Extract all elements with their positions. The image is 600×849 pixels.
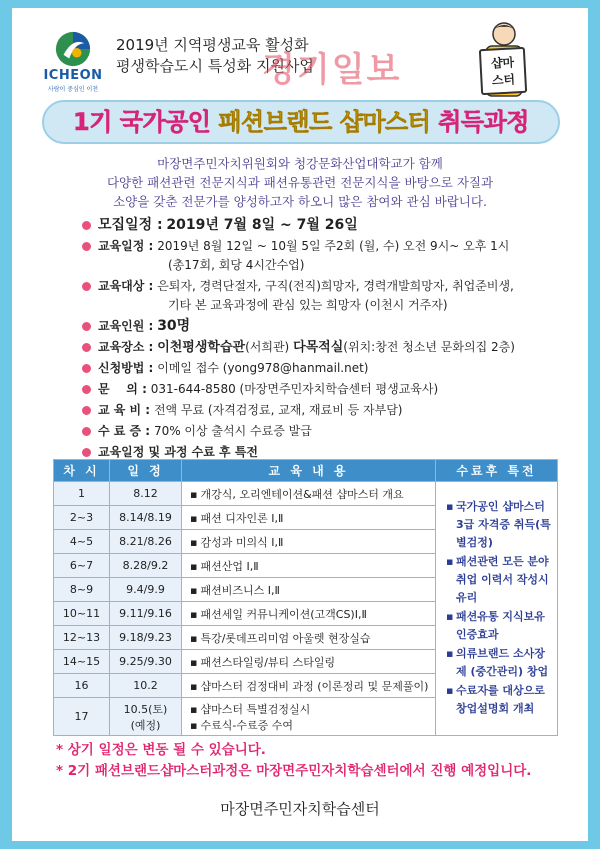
date-cell: 9.18/9.23 xyxy=(110,626,182,650)
info-list xyxy=(82,216,562,464)
intro-line: 다양한 패션관련 전문지식과 패션유통관련 전문지식을 바탕으로 자질과 xyxy=(106,175,494,190)
icheon-logo xyxy=(38,30,108,93)
logo-name: ICHEON xyxy=(43,68,103,83)
date-cell: 8.14/8.19 xyxy=(110,506,182,530)
info-value: 이메일 접수 (yong978@hanmail.net) xyxy=(157,361,369,375)
content-text: 개강식, 오리엔테이션&패션 샵마스터 개요 xyxy=(200,487,404,501)
header-benefit: 수료후 특전 xyxy=(436,460,558,482)
intro-line: 소양을 갖춘 전문가를 양성하고자 하오니 많은 참여와 관심 바랍니다. xyxy=(113,194,487,209)
info-fee xyxy=(82,401,562,420)
bullet-icon xyxy=(82,282,91,291)
session-cell: 6~7 xyxy=(54,554,110,578)
benefit-item: ▪ 의류브랜드 소사장제 (중간관리) 창업 xyxy=(446,645,551,681)
content-text: 패션세일 커뮤니케이션(고객CS)Ⅰ,Ⅱ xyxy=(200,607,367,621)
content-text: 패션스타일링/뷰티 스타일링 xyxy=(200,655,336,669)
info-label: 교육일정 : xyxy=(98,239,154,253)
session-cell: 1 xyxy=(54,482,110,506)
info-value: 은퇴자, 경력단절자, 구직(전직)희망자, 경력개발희망자, 취업준비생, xyxy=(157,279,514,293)
content-text: 샵마스터 특별검정실시 xyxy=(200,702,311,716)
course-title xyxy=(44,102,558,142)
session-cell: 16 xyxy=(54,674,110,698)
content-cell: ▪ 샵마스터 특별검정실시 ▪ 수료식-수료증 수여 xyxy=(182,698,436,736)
logo-tagline: 사람이 중심인 이천 xyxy=(47,86,99,93)
info-label: 문 의 : xyxy=(98,382,147,396)
content-cell: ▪ 특강/롯데프리미엄 아울렛 현장실습 xyxy=(182,626,436,650)
info-value: 전액 무료 (자격검정료, 교재, 재료비 등 자부담) xyxy=(153,403,403,417)
info-apply xyxy=(82,359,562,378)
content-cell: ▪ 패션세일 커뮤니케이션(고객CS)Ⅰ,Ⅱ xyxy=(182,602,436,626)
header-content: 교 육 내 용 xyxy=(182,460,436,482)
date-cell: 8.21/8.26 xyxy=(110,530,182,554)
bullet-icon xyxy=(82,427,91,436)
benefit-cell xyxy=(436,482,558,736)
sign-line-2: 스터 xyxy=(491,72,516,88)
content-text: 감성과 미의식 Ⅰ,Ⅱ xyxy=(200,535,284,549)
icheon-swirl-icon xyxy=(54,30,92,68)
content-cell: ▪ 패션 디자인론 Ⅰ,Ⅱ xyxy=(182,506,436,530)
date-line: 10.5(토) xyxy=(123,702,168,716)
info-label: 교육일정 및 과정 수료 후 특전 xyxy=(98,445,258,459)
content-cell: ▪ 개강식, 오리엔테이션&패션 샵마스터 개요 xyxy=(182,482,436,506)
character-sign xyxy=(479,47,527,95)
poster xyxy=(12,8,588,841)
table-row xyxy=(54,482,558,506)
header-session: 차 시 xyxy=(54,460,110,482)
content-text: 샵마스터 검정대비 과정 (이론정리 및 문제풀이) xyxy=(200,679,429,693)
note-line: * 2기 패션브랜드샵마스터과정은 마장면주민자치학습센터에서 진행 예정입니다. xyxy=(56,763,532,779)
note-line: * 상기 일정은 변동 될 수 있습니다. xyxy=(56,742,266,758)
info-value: 다목적실 xyxy=(293,340,344,355)
info-recruit xyxy=(82,216,562,235)
info-value: (위치:창전 청소년 문화의집 2층) xyxy=(343,340,515,354)
date-cell: 9.25/9.30 xyxy=(110,650,182,674)
session-cell: 17 xyxy=(54,698,110,736)
header-line-2: 평생학습도시 특성화 지원사업 xyxy=(116,57,314,75)
bullet-icon xyxy=(82,242,91,251)
info-label: 교육장소 : xyxy=(98,340,154,354)
info-sub: (총17회, 회당 4시간수업) xyxy=(168,258,305,272)
intro-text xyxy=(42,154,558,211)
info-cert xyxy=(82,422,562,441)
benefit-item: ▪ 국가공인 샵마스터 3급 자격증 취득(특별검정) xyxy=(446,498,551,552)
bullet-icon xyxy=(82,221,91,230)
info-value: 30명 xyxy=(157,318,191,334)
title-post: 취득과정 xyxy=(430,108,529,136)
info-label: 모집일정 : xyxy=(98,217,163,233)
session-cell: 2~3 xyxy=(54,506,110,530)
session-cell: 10~11 xyxy=(54,602,110,626)
session-cell: 14~15 xyxy=(54,650,110,674)
content-text: 패션 디자인론 Ⅰ,Ⅱ xyxy=(200,511,284,525)
header-date: 일 정 xyxy=(110,460,182,482)
bullet-icon xyxy=(82,322,91,331)
curriculum-table xyxy=(53,459,558,736)
session-cell: 8~9 xyxy=(54,578,110,602)
content-cell: ▪ 감성과 미의식 Ⅰ,Ⅱ xyxy=(182,530,436,554)
info-value: 2019년 7월 8일 ~ 7월 26일 xyxy=(166,217,358,233)
info-label: 교육인원 : xyxy=(98,319,154,333)
info-label: 수 료 증 : xyxy=(98,424,151,438)
title-banner xyxy=(42,100,560,144)
info-value: 이천평생학습관 xyxy=(157,340,246,355)
info-sub: 기타 본 교육과정에 관심 있는 희망자 (이천시 거주자) xyxy=(168,298,448,312)
benefit-list xyxy=(446,498,551,718)
intro-line: 마장면주민자치위원회와 청강문화산업대학교가 함께 xyxy=(157,156,443,171)
bullet-icon xyxy=(82,385,91,394)
content-cell: ▪ 패션비즈니스 Ⅰ,Ⅱ xyxy=(182,578,436,602)
bullet-icon xyxy=(82,364,91,373)
header-line-1: 2019년 지역평생교육 활성화 xyxy=(116,36,309,54)
date-cell: 9.4/9.9 xyxy=(110,578,182,602)
newspaper-watermark: 경기일보 xyxy=(262,50,402,90)
footer-organizer: 마장면주민자치학습센터 xyxy=(220,800,380,818)
session-cell: 4~5 xyxy=(54,530,110,554)
content-cell: ▪ 패션산업 Ⅰ,Ⅱ xyxy=(182,554,436,578)
bullet-icon xyxy=(82,448,91,457)
info-label: 교육대상 : xyxy=(98,279,154,293)
content-cell: ▪ 샵마스터 검정대비 과정 (이론정리 및 문제풀이) xyxy=(182,674,436,698)
benefit-item: ▪ 패션관련 모든 분야 취업 이력서 작성시 유리 xyxy=(446,553,551,607)
bullet-icon xyxy=(82,406,91,415)
date-cell: 9.11/9.16 xyxy=(110,602,182,626)
content-text: 특강/롯데프리미엄 아울렛 현장실습 xyxy=(200,631,371,645)
bullet-icon xyxy=(82,343,91,352)
info-people xyxy=(82,317,562,336)
table-header-row xyxy=(54,460,558,482)
info-place xyxy=(82,338,562,357)
content-text: 패션비즈니스 Ⅰ,Ⅱ xyxy=(200,583,280,597)
content-cell: ▪ 패션스타일링/뷰티 스타일링 xyxy=(182,650,436,674)
info-label: 신청방법 : xyxy=(98,361,154,375)
info-schedule xyxy=(82,237,562,275)
info-target xyxy=(82,277,562,315)
content-text: 패션산업 Ⅰ,Ⅱ xyxy=(200,559,259,573)
date-cell: 8.12 xyxy=(110,482,182,506)
date-line: (예정) xyxy=(130,718,161,732)
benefit-item: ▪ 패션유통 지식보유 인증효과 xyxy=(446,608,551,644)
info-value: (서희관) xyxy=(245,340,294,354)
character-illustration xyxy=(464,20,544,100)
title-pre: 1기 국가공인 xyxy=(73,108,219,136)
session-cell: 12~13 xyxy=(54,626,110,650)
info-value: 031-644-8580 (마장면주민자치학습센터 평생교육사) xyxy=(150,382,439,396)
date-cell: 8.28/9.2 xyxy=(110,554,182,578)
info-label: 교 육 비 : xyxy=(98,403,151,417)
info-value: 2019년 8월 12일 ~ 10월 5일 주2회 (월, 수) 오전 9시~ 오후 1시 xyxy=(157,239,510,253)
benefit-item: ▪ 수료자를 대상으로 창업설명회 개최 xyxy=(446,682,551,718)
date-cell: 10.2 xyxy=(110,674,182,698)
info-contact xyxy=(82,380,562,399)
info-value: 70% 이상 출석시 수료증 발급 xyxy=(153,424,312,438)
title-highlight: 패션브랜드 샵마스터 xyxy=(218,108,431,136)
notes xyxy=(56,740,566,782)
content-text: 수료식-수료증 수여 xyxy=(200,718,293,732)
date-cell xyxy=(110,698,182,736)
sign-line-1: 샵마 xyxy=(490,55,515,71)
